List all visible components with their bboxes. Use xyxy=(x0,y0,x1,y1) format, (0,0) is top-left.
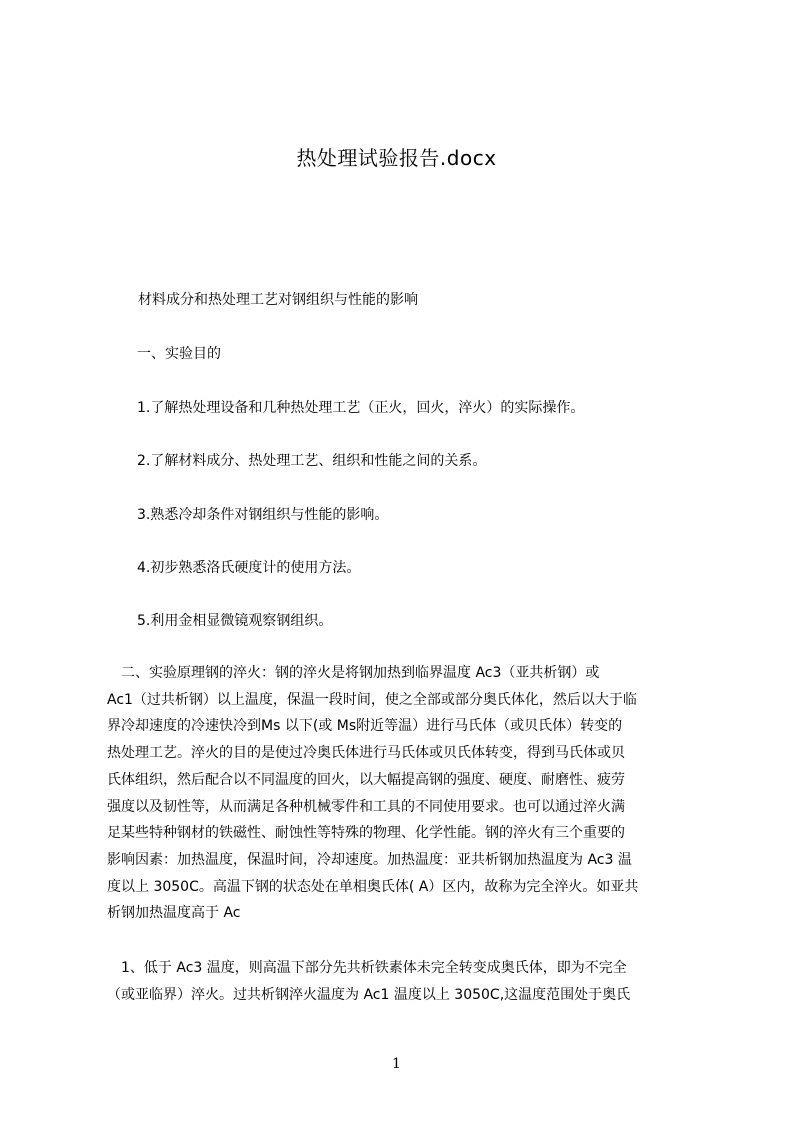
objective-item: 5.利用金相显微镜观察钢组织。 xyxy=(137,613,333,629)
paragraph-line: Ac1（过共析钢）以上温度，保温一段时间，使之全部或部分奥氏体化，然后以大于临 xyxy=(107,691,637,708)
paragraph-line: 影响因素：加热温度，保温时间，冷却速度。加热温度：亚共析钢加热温度为 Ac3 温 xyxy=(107,851,632,868)
objective-item: 4.初步熟悉洛氏硬度计的使用方法。 xyxy=(137,560,361,576)
document-title: 热处理试验报告.docx xyxy=(296,146,497,170)
document-subtitle: 材料成分和热处理工艺对钢组织与性能的影响 xyxy=(138,292,418,308)
paragraph-line: 氏体组织，然后配合以不同温度的回火，以大幅提高钢的强度、硬度、耐磨性、疲劳 xyxy=(107,771,625,788)
paragraph-line: 足某些特种钢材的铁磁性、耐蚀性等特殊的物理、化学性能。钢的淬火有三个重要的 xyxy=(107,825,625,842)
paragraph-line: 二、实验原理钢的淬火：钢的淬火是将钢加热到临界温度 Ac3（亚共析钢）或 xyxy=(107,665,600,681)
objective-item: 1.了解热处理设备和几种热处理工艺（正火，回火，淬火）的实际操作。 xyxy=(137,400,585,416)
paragraph-line: 1、低于 Ac3 温度，则高温下部分先共析铁素体未完全转变成奥氏体，即为不完全 xyxy=(107,960,627,976)
paragraph-line: 热处理工艺。淬火的目的是使过冷奥氏体进行马氏体或贝氏体转变，得到马氏体或贝 xyxy=(107,745,625,762)
section-heading-objectives: 一、实验目的 xyxy=(137,346,221,362)
paragraph-line: （或亚临界）淬火。过共析钢淬火温度为 Ac1 温度以上 3050C,这温度范围处于奥氏 xyxy=(107,986,631,1003)
paragraph-line: 度以上 3050C。高温下钢的状态处在单相奥氏体( A）区内，故称为完全淬火。如亚共 xyxy=(107,878,639,895)
quench-temperature-paragraph xyxy=(107,955,699,1008)
page-number: 1 xyxy=(392,1056,401,1072)
paragraph-line: 析钢加热温度高于 Ac xyxy=(107,905,241,922)
paragraph-line: 强度以及韧性等，从而满足各种机械零件和工具的不同使用要求。也可以通过淬火满 xyxy=(107,798,625,815)
paragraph-line: 界冷却速度的冷速快冷到Ms 以下(或 Ms附近等温）进行马氏体（或贝氏体）转变的 xyxy=(107,718,623,735)
principle-paragraph xyxy=(107,660,699,927)
objective-item: 2.了解材料成分、热处理工艺、组织和性能之间的关系。 xyxy=(137,453,487,469)
objective-item: 3.熟悉冷却条件对钢组织与性能的影响。 xyxy=(137,507,389,523)
